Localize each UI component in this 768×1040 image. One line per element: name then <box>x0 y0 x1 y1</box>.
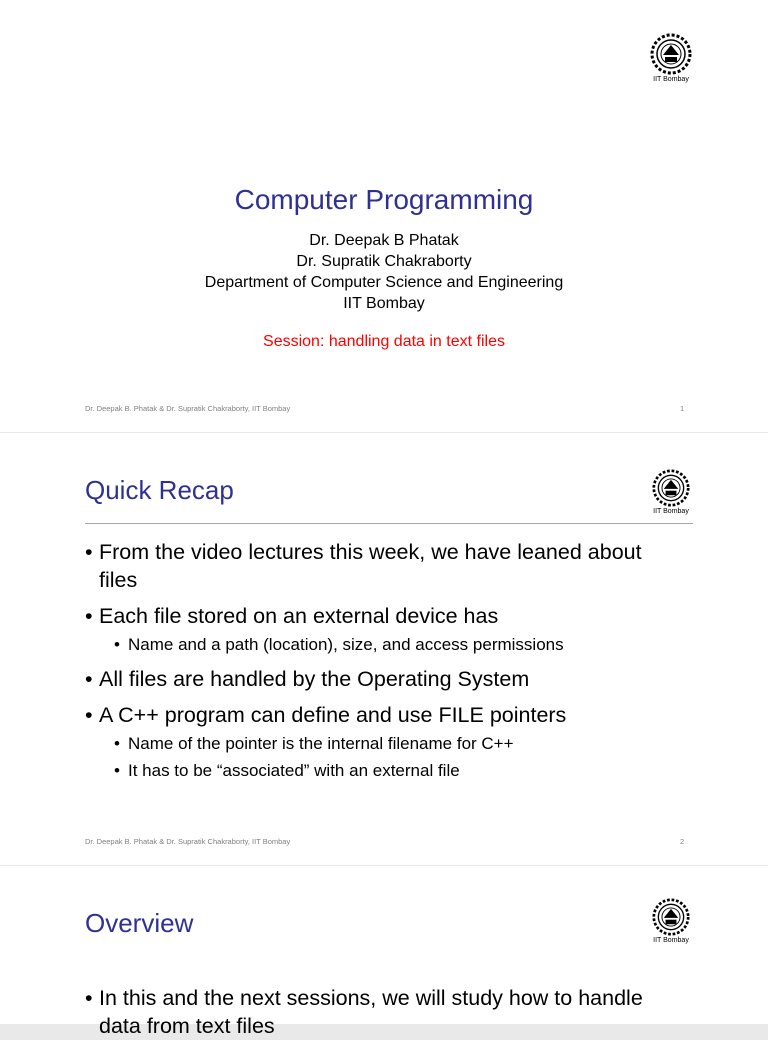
slide-title: Overview <box>85 908 194 938</box>
logo-caption: IIT Bombay <box>653 76 689 83</box>
iit-emblem-icon <box>649 33 693 75</box>
presentation-title: Computer Programming <box>234 184 534 215</box>
slide-title: Quick Recap <box>85 475 234 505</box>
iit-bombay-logo <box>641 33 701 83</box>
slide-footer: Dr. Deepak B. Phatak & Dr. Supratik Chakraborty, IIT Bombay <box>85 837 291 846</box>
logo-caption: IIT Bombay <box>653 937 689 944</box>
iit-emblem-icon <box>651 898 691 936</box>
author-line: Dr. Supratik Chakraborty <box>296 253 472 270</box>
bullet-item: • All files are handled by the Operating System <box>85 665 685 693</box>
iit-bombay-logo <box>641 469 701 515</box>
page-number: 2 <box>680 837 685 846</box>
institute-line: IIT Bombay <box>343 295 425 312</box>
bullet-list <box>85 538 685 783</box>
sub-bullet-item: • Name and a path (location), size, and access permissions <box>85 632 685 657</box>
slide-2 <box>0 433 768 865</box>
iit-bombay-logo <box>641 898 701 944</box>
sub-bullet-item: • Name of the pointer is the internal filename for C++ <box>85 731 685 756</box>
slide-1 <box>0 0 768 432</box>
page-number: 1 <box>680 404 685 413</box>
sub-bullet-item: • It has to be “associated” with an external file <box>85 758 685 783</box>
bullet-item: • Each file stored on an external device has <box>85 602 685 630</box>
slide-footer: Dr. Deepak B. Phatak & Dr. Supratik Chakraborty, IIT Bombay <box>85 404 291 413</box>
title-divider <box>85 523 693 524</box>
slide-3 <box>0 866 768 1038</box>
bullet-list <box>85 984 685 1040</box>
logo-caption: IIT Bombay <box>653 508 689 515</box>
bullet-item: • From the video lectures this week, we have leaned about files <box>85 538 685 594</box>
department-line: Department of Computer Science and Engineering <box>204 274 564 291</box>
author-block <box>0 230 768 314</box>
session-subtitle: Session: handling data in text files <box>263 333 505 350</box>
author-line: Dr. Deepak B Phatak <box>309 232 459 249</box>
bullet-item: • A C++ program can define and use FILE pointers <box>85 701 685 729</box>
iit-emblem-icon <box>651 469 691 507</box>
bullet-item: • In this and the next sessions, we will study how to handle data from text files <box>85 984 685 1040</box>
